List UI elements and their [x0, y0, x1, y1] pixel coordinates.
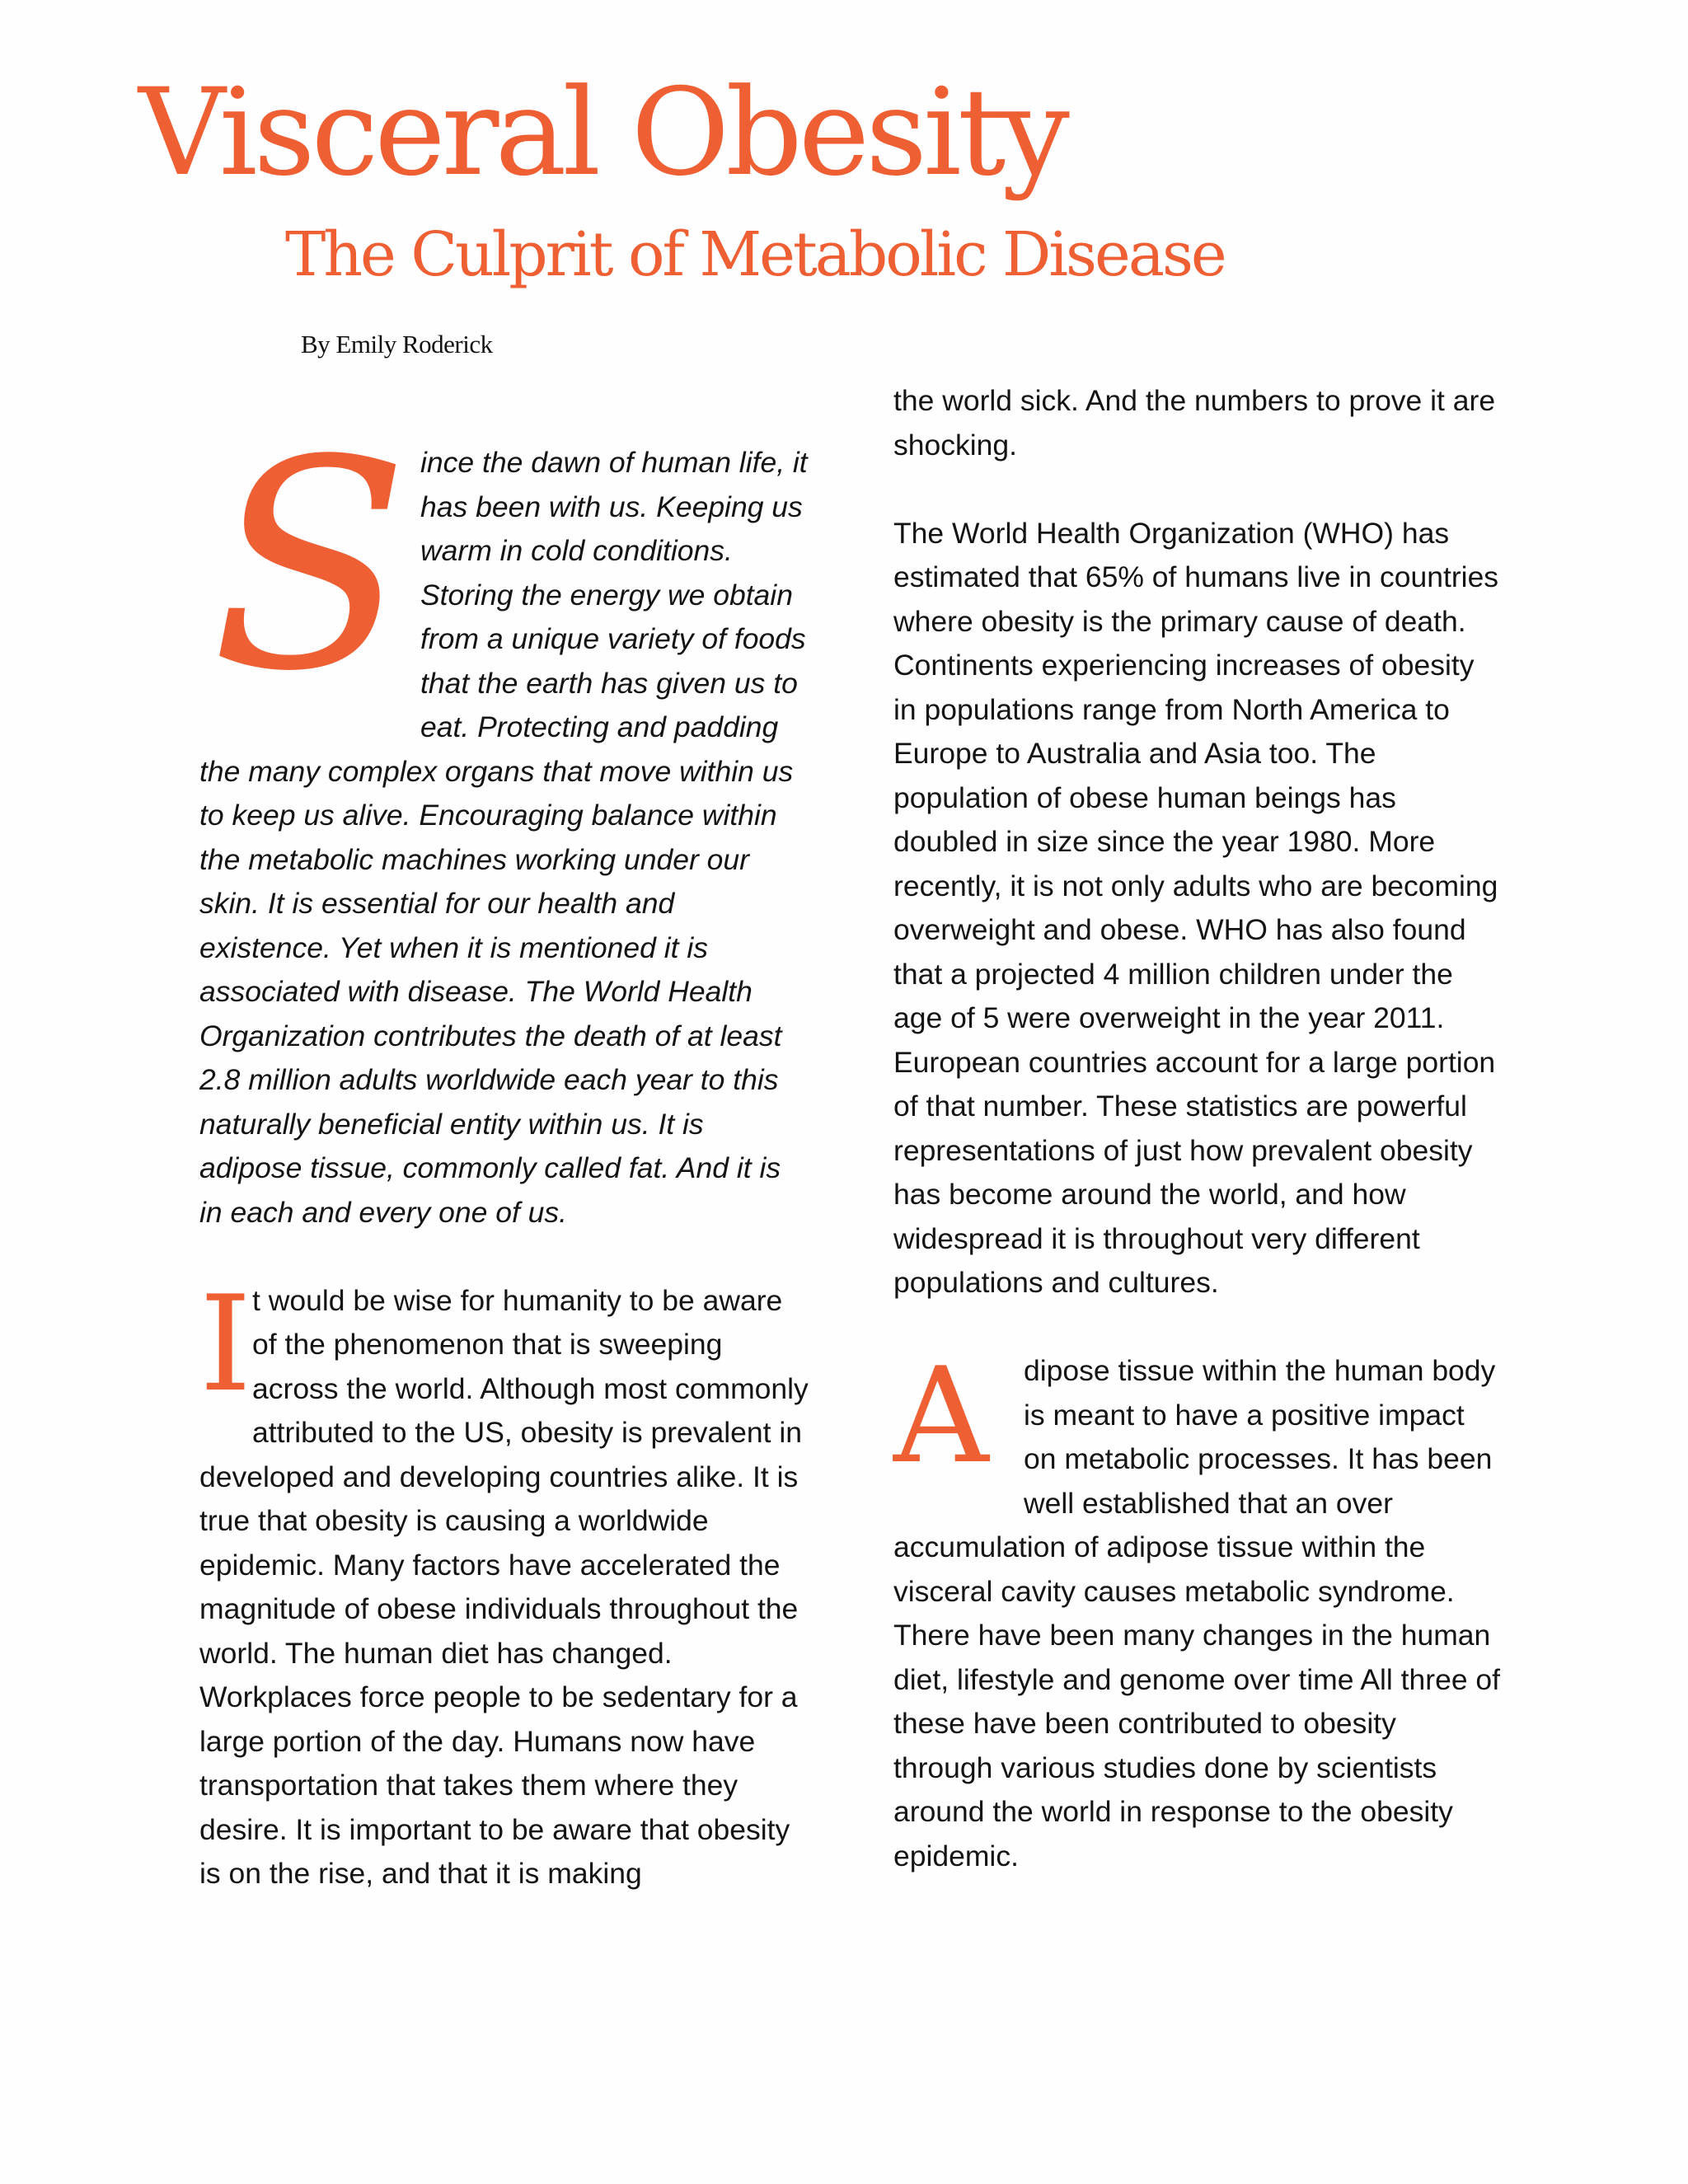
drop-cap-a: A	[893, 1338, 989, 1493]
body-paragraph-2-text: The World Health Organization (WHO) has estimated that 65% of humans live in countries where obesity is the primary cause of death. Continents experiencing increases of obesity in populations range from North America to Europe to Australia and Asia too. The population of obese human beings has doubled in size since the year 1980. More recently, it is not only adults who are becoming overweight and obese. WHO has also found that a projected 4 million children under the age of 5 were overweight in the year 2011. European countries account for a large portion of that number. These statistics are powerful representations of just how prevalent obesity has become around the world, and how widespread it is throughout very different populations and cultures.	[893, 516, 1499, 1299]
body-paragraph-3-text: dipose tissue within the human body is meant to have a positive impact on metabolic processes. It has been well established that an over accumulation of adipose tissue within the visceral cavity causes metabolic syndrome. There have been many changes in the human diet, lifestyle and genome over time All three of these have been contributed to obesity through various studies done by scientists around the world in response to the obesity epidemic.	[893, 1354, 1501, 1872]
body-paragraph-3	[893, 1338, 1503, 1878]
body-paragraph-2	[893, 512, 1503, 1305]
intro-paragraph-text: ince the dawn of human life, it has been with us. Keeping us warm in cold conditions. Storing the energy we obtain from a unique variety of foods that the earth has given us to eat. Protecting and padding the many complex organs that move within us to keep us alive. Encouraging balance within the metabolic machines working under our skin. It is essential for our health and existence. Yet when it is mentioned it is associated with disease. The World Health Organization contributes the death of at least 2.8 million adults worldwide each year to this naturally beneficial entity within us. It is adipose tissue, commonly called fat. And it is in each and every one of us.	[199, 446, 808, 1229]
right-column	[893, 379, 1503, 1878]
body-paragraph-1	[199, 1266, 809, 1896]
drop-cap-i: I	[199, 1266, 252, 1421]
intro-paragraph	[199, 398, 809, 1235]
drop-cap-s: S	[211, 398, 409, 734]
byline: By Emily Roderick	[301, 330, 493, 359]
article-subtitle: The Culprit of Metabolic Disease	[285, 219, 1225, 290]
body-paragraph-1-continued	[893, 379, 1503, 467]
article-title: Visceral Obesity	[138, 63, 1066, 203]
body-paragraph-1-text: t would be wise for humanity to be aware of the phenomenon that is sweeping across the world. Although most commonly attributed to the US, obesity is prevalent in developed and developing countries alike. It is true that obesity is causing a worldwide epidemic. Many factors have accelerated the magnitude of obese individuals throughout the world. The human diet has changed. Workplaces force people to be sedentary for a large portion of the day. Humans now have transportation that takes them where they desire. It is important to be aware that obesity is on the rise, and that it is making	[199, 1283, 809, 1890]
paragraph-spacer	[199, 1235, 809, 1279]
left-column	[199, 398, 809, 1896]
paragraph-spacer	[893, 467, 1503, 512]
body-paragraph-1-continued-text: the world sick. And the numbers to prove it are shocking.	[893, 384, 1496, 462]
